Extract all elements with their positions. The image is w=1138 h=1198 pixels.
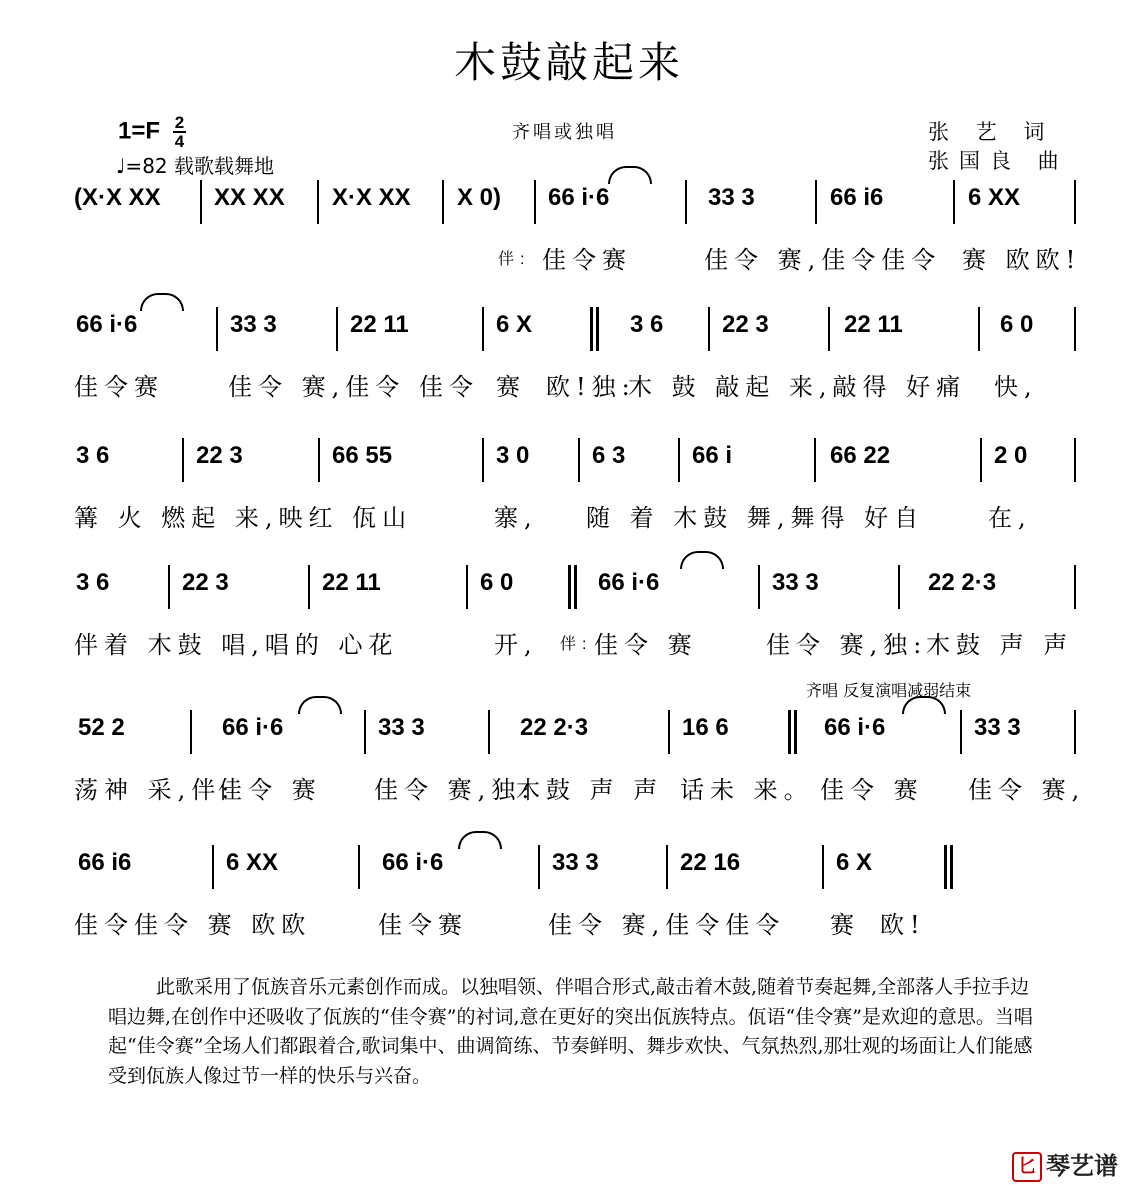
lyric-row-4: 伴着 木鼓 唱,唱的 心花 开, 伴: 佳令 赛 佳令 赛,独: 木鼓 声 声 <box>74 631 1074 659</box>
lyric-row-2: 佳令赛 佳令 赛,佳令 佳令 赛 欧!独: 木 鼓 敲起 来,敲得 好痛 快, <box>74 373 1038 401</box>
page-title: 木鼓敲起来 <box>453 38 684 87</box>
notation-row-6: 66 i6 6 XX 66 i·6 33 3 22 16 6 X <box>0 845 1138 885</box>
site-logo: 匕 琴艺谱 <box>1012 1146 1118 1182</box>
logo-icon: 匕 <box>1012 1152 1042 1182</box>
notation-row-1 <box>0 180 1138 220</box>
time-signature: $\frac{2}{4}$ <box>174 113 185 151</box>
measure: 66 i·6 <box>548 184 610 211</box>
lyricist: 张 艺 词 <box>928 120 1055 144</box>
performance-style: 齐唱或独唱 <box>512 122 617 143</box>
composer: 张国良 曲 <box>928 149 1069 173</box>
measure: 66 i6 <box>830 184 884 211</box>
notation-row-5: 52 2 66 i·6 33 3 22 2·3 16 6 66 i·6 33 3 <box>0 710 1138 750</box>
lyric-row-6: 佳令佳令 赛 欧欧 佳令赛 佳令 赛,佳令佳令 赛 欧! <box>74 911 926 939</box>
lyric-row-1: 伴: 佳令赛 佳令 赛,佳令佳令 赛 欧欧! <box>498 246 1082 274</box>
measure: 33 3 <box>708 184 755 211</box>
key-signature: 1=F $\frac{2}{4}$ <box>118 113 185 151</box>
measure: 6 XX <box>968 184 1021 211</box>
measure: X·X XX <box>332 184 411 211</box>
measure: (X·X XX <box>74 184 161 211</box>
notation-row-3: 3 6 22 3 66 55 3 0 6 3 66 i 66 22 2 0 <box>0 438 1138 478</box>
measure: XX XX <box>214 184 285 211</box>
notation-row-4: 3 6 22 3 22 11 6 0 66 i·6 33 3 22 2·3 <box>0 565 1138 605</box>
measure: X 0) <box>457 184 502 211</box>
notation-row-2: 66 i·6 33 3 22 11 6 X 3 6 22 3 22 11 6 0 <box>0 307 1138 347</box>
lyric-row-3: 篝 火 燃起 来,映红 佤山 寨, 随 着 木鼓 舞,舞得 好自 在, <box>74 504 1032 532</box>
description-paragraph: 此歌采用了佤族音乐元素创作而成。以独唱领、伴唱合形式,敲击着木鼓,随着节奏起舞,全部落人手拉手边唱边舞,在创作中还吸收了佤族的“佳令赛”的衬词,意在更好的突出佤族特点。佤语“佳令赛”是欢迎的意思。当唱起“佳令赛”全场人们都跟着合,歌词集中、曲调简练、节奏鲜明、舞步欢快、气氛热烈,那壮观的场面让人们能感受到佤族人像过节一样的快乐与兴奋。 <box>108 976 1033 1087</box>
credits <box>928 118 1069 176</box>
dynamics-note: 齐唱 反复演唱减弱结束 <box>806 681 972 700</box>
tempo-marking: ♩=82 载歌载舞地 <box>116 154 274 178</box>
lyric-row-5: 荡神 采,伴: 佳令 赛 佳令 赛,独: 木鼓 声 声 话未 来。 佳令 赛 佳令 赛, <box>74 776 1086 804</box>
